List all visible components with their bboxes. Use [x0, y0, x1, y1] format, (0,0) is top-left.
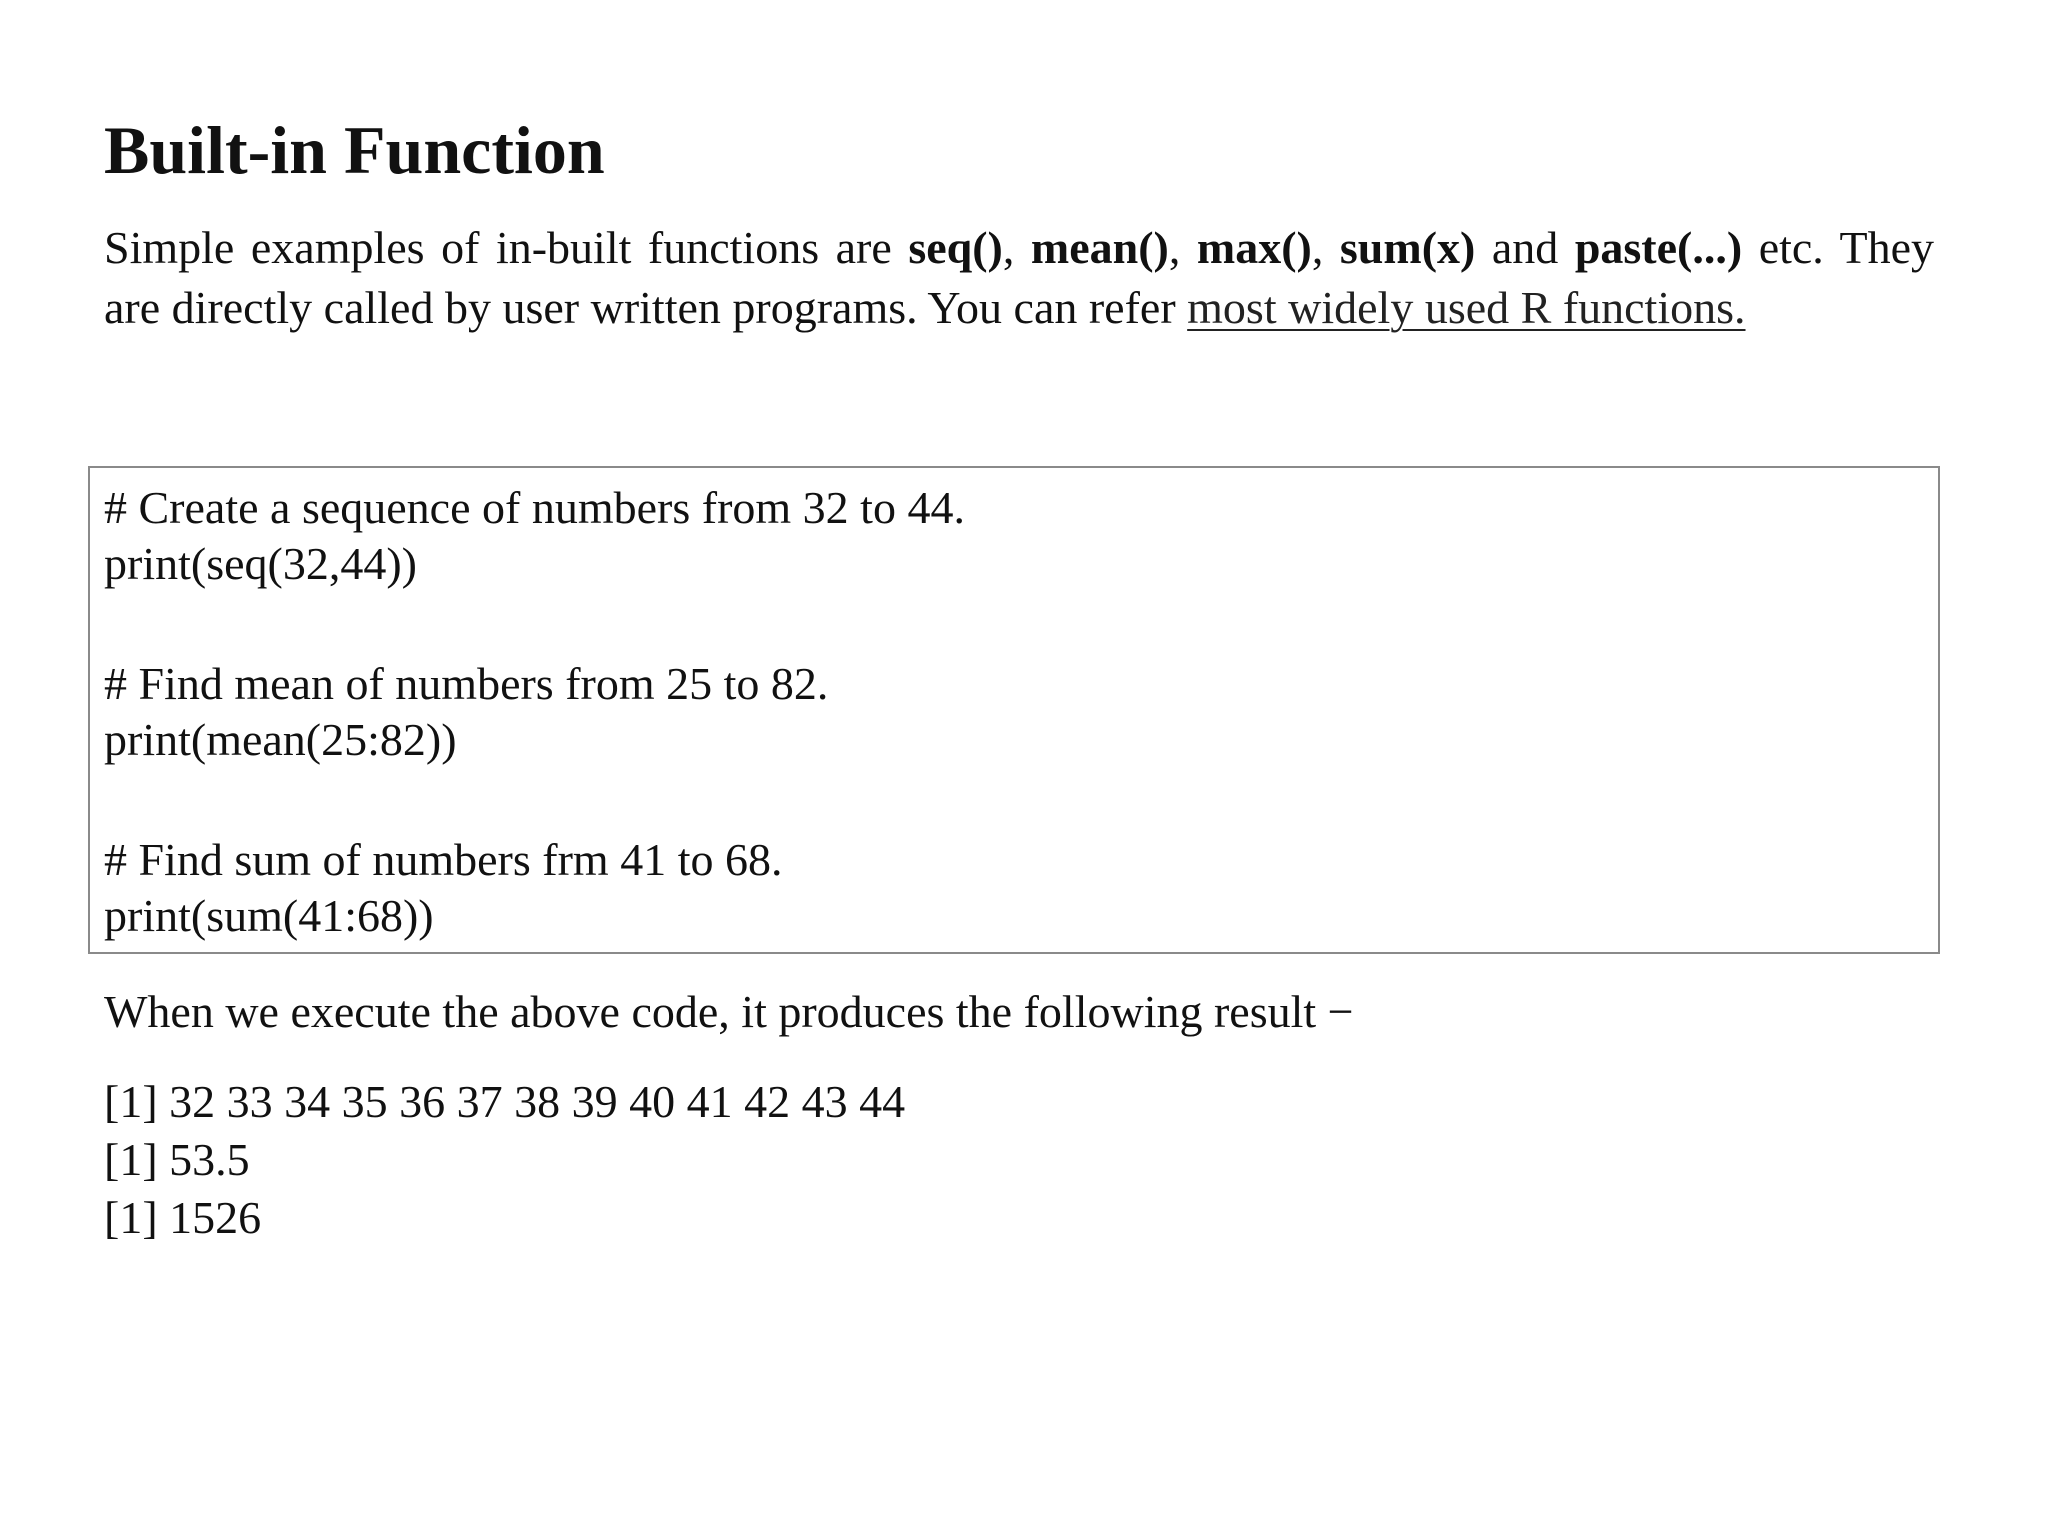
intro-separator-1: ,	[1002, 222, 1031, 273]
code-block	[88, 466, 1940, 954]
function-name-seq: seq()	[908, 222, 1003, 273]
result-description: When we execute the above code, it produces the following result −	[104, 986, 1354, 1037]
intro-text-etc: etc. They	[1742, 222, 1935, 273]
page-title: Built-in Function	[104, 112, 605, 188]
code-comment: # Find sum of numbers frm 41 to 68.	[104, 834, 783, 885]
code-comment: # Find mean of numbers from 25 to 82.	[104, 658, 829, 709]
output-line: [1] 1526	[104, 1192, 262, 1243]
function-name-max: max()	[1196, 222, 1312, 273]
code-statement: print(seq(32,44))	[104, 538, 417, 589]
intro-text-2: are directly called by user written programs. You can refer	[104, 282, 1188, 333]
function-name-mean: mean()	[1030, 222, 1169, 273]
code-statement: print(mean(25:82))	[104, 714, 457, 765]
intro-separator-3: ,	[1311, 222, 1340, 273]
intro-text-and: and	[1475, 222, 1575, 273]
intro-paragraph	[104, 218, 1934, 338]
function-name-paste: paste(...)	[1574, 222, 1743, 273]
intro-separator-2: ,	[1168, 222, 1197, 273]
code-comment: # Create a sequence of numbers from 32 to 44.	[104, 482, 965, 533]
output-line: [1] 32 33 34 35 36 37 38 39 40 41 42 43 44	[104, 1076, 906, 1127]
intro-text-1: Simple examples of in-built functions are	[104, 222, 909, 273]
r-functions-link[interactable]: most widely used R functions.	[1187, 282, 1746, 333]
function-name-sum: sum(x)	[1339, 222, 1476, 273]
intro-line-1	[104, 218, 1934, 278]
intro-line-2	[104, 278, 1934, 338]
code-statement: print(sum(41:68))	[104, 890, 434, 941]
output-line: [1] 53.5	[104, 1134, 250, 1185]
